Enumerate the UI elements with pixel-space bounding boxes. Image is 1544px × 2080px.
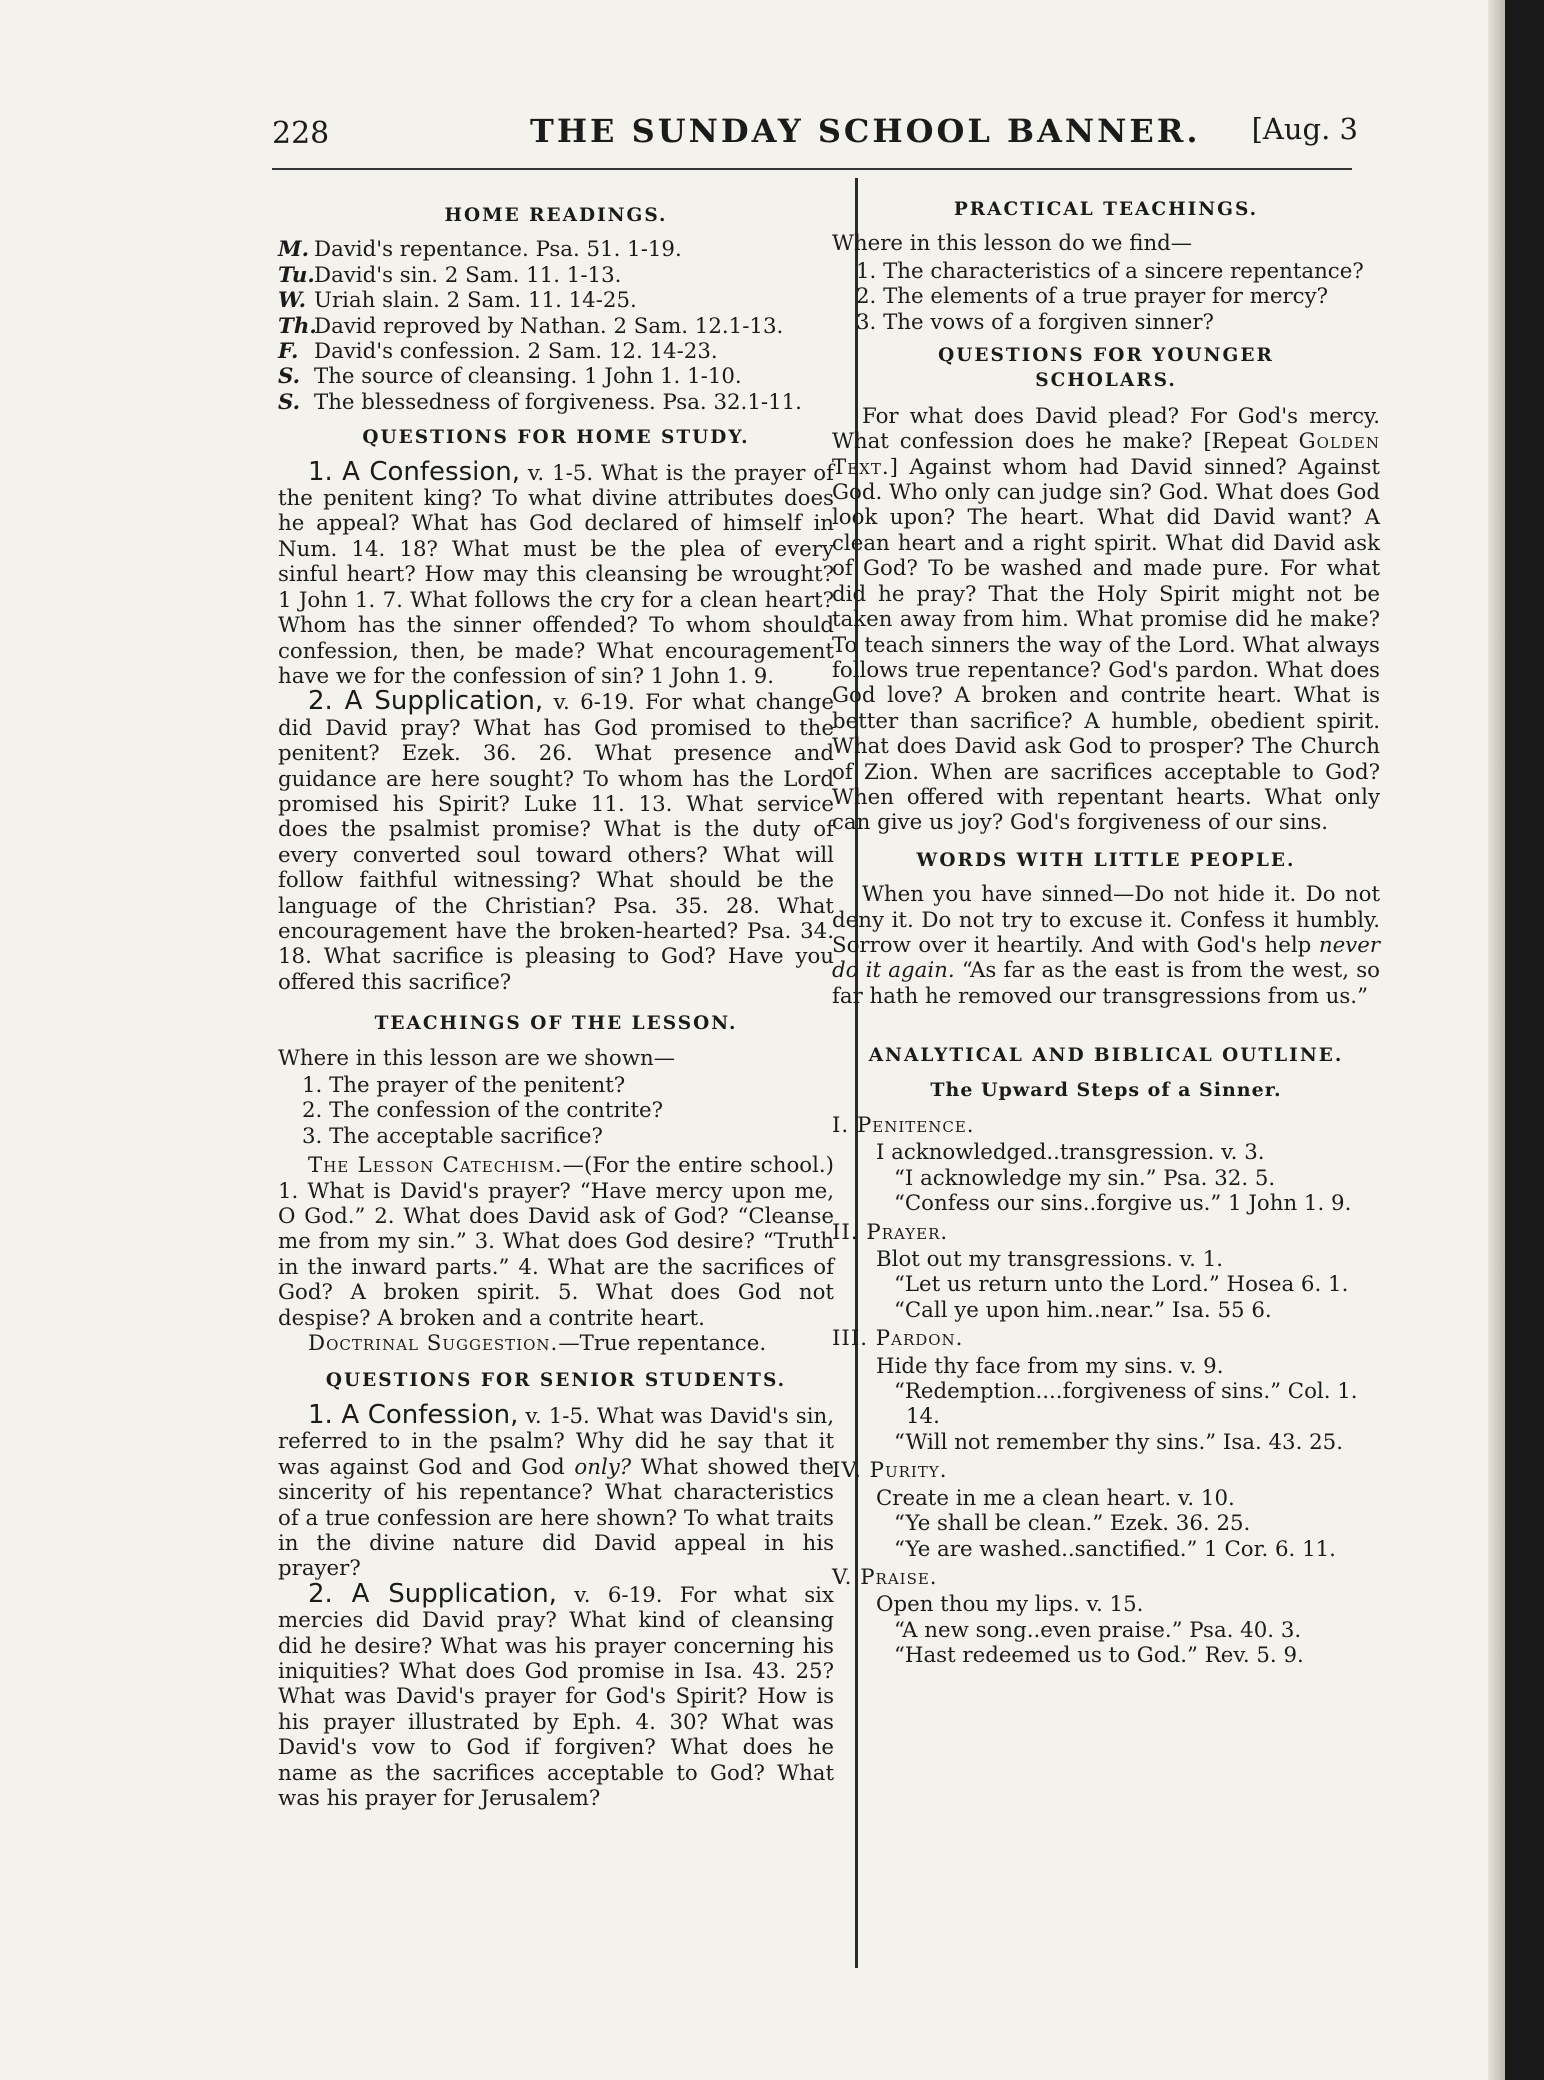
senior-paragraph: 1. A Confession, v. 1-5. What was David's sin, referred to in the psalm? Why did he say that it was against God and God only? What showed the sincerity of his repentance? What characteristics of a true confession are here shown? To what traits in the divine nature did David appeal in his prayer? [278,1399,835,1582]
reading-item: S. The blessedness of forgiveness. Psa. 32.1-11. [278,389,802,415]
practical-intro: Where in this lesson do we find— [832,231,1193,257]
home-study-paragraph: 2. A Supplication, v. 6-19. For what change did David pray? What has God promised to the penitent? Ezek. 36. 26. What presence and guidance are here sought? To whom has the Lord promised his Spirit? Luke 11. 13. What service does the psalmist promise? What is the duty of every converted soul toward others? What will follow faithful witnessing? What should be the language of the Christian? Psa. 35. 28. What encouragement have the broken-hearted? Psa. 34. 18. What sacrifice is pleasing to God? Have you offered this sacrifice? [278,686,834,995]
senior-heading: QUESTIONS FOR SENIOR STUDENTS. [325,1370,787,1392]
teachings-intro: Where in this lesson are we shown— [278,1045,675,1071]
outline-ref: “Confess our sins..forgive us.” 1 John 1. 9. [894,1191,1352,1217]
little-people-heading: WORDS WITH LITTLE PEOPLE. [916,849,1296,871]
list-item: 2. The elements of a true prayer for mercy? [856,284,1329,310]
reading-item: Tu. David's sin. 2 Sam. 11. 1-13. [278,262,622,288]
page-header [272,112,1372,162]
home-readings-list [278,237,834,415]
outline-ref: “Ye shall be clean.” Ezek. 36. 25. [894,1511,1251,1537]
page-edge [1488,0,1505,2080]
reading-item: S. The source of cleansing. 1 John 1. 1-10. [278,364,742,390]
home-study-heading: QUESTIONS FOR HOME STUDY. [362,427,750,449]
outline-section [832,1565,1380,1669]
outline-ref: “Call ye upon him..near.” Isa. 55 6. [894,1297,1272,1323]
outline-ref: “A new song..even praise.” Psa. 40. 3. [894,1617,1302,1643]
list-item: 2. The confession of the contrite? [302,1098,664,1124]
header-rule [272,168,1352,170]
outline-ref: “Ye are washed..sanctified.” 1 Cor. 6. 11. [894,1536,1336,1562]
doctrinal-suggestion: Doctrinal Suggestion.—True repentance. [308,1331,767,1357]
outline-ref: “Hast redeemed us to God.” Rev. 5. 9. [894,1643,1304,1669]
outline-section [832,1326,1380,1455]
list-item: 3. The vows of a forgiven sinner? [856,309,1214,335]
list-item: 3. The acceptable sacrifice? [302,1123,603,1149]
outline-ref: “Let us return unto the Lord.” Hosea 6. 1. [894,1272,1349,1298]
reading-item: F. David's confession. 2 Sam. 12. 14-23. [278,339,718,365]
outline-heading: ANALYTICAL AND BIBLICAL OUTLINE. [868,1045,1344,1067]
reading-item: M. David's repentance. Psa. 51. 1-19. [278,237,682,263]
outline-lead: Hide thy face from my sins. v. 9. [876,1353,1224,1379]
outline-section [832,1113,1380,1217]
teachings-heading: TEACHINGS OF THE LESSON. [374,1013,738,1035]
outline-title: IV. Purity. [832,1458,948,1484]
outline-subheading: The Upward Steps of a Sinner. [930,1078,1282,1101]
journal-title: THE SUNDAY SCHOOL BANNER. [530,112,1201,150]
right-column [832,190,1380,1669]
home-readings-heading: HOME READINGS. [444,205,668,226]
outline-title: III. Pardon. [832,1326,964,1352]
outline-list [832,1113,1380,1669]
reading-item: Th. David reproved by Nathan. 2 Sam. 12.1-13. [278,313,784,339]
outline-lead: Open thou my lips. v. 15. [876,1592,1144,1618]
outline-ref: “Will not remember thy sins.” Isa. 43. 25. [894,1429,1344,1455]
list-item: 1. The characteristics of a sincere repentance? [856,258,1364,284]
practical-heading: PRACTICAL TEACHINGS. [953,199,1259,220]
outline-lead: Create in me a clean heart. v. 10. [876,1485,1235,1511]
practical-list [832,259,1380,335]
outline-ref: “I acknowledge my sin.” Psa. 32. 5. [894,1165,1276,1191]
outline-lead: I acknowledged..transgression. v. 3. [876,1140,1265,1166]
lesson-catechism: The Lesson Catechism.—(For the entire school.) 1. What is David's prayer? “Have mercy upon me, O God.” 2. What does David ask of God? “Cleanse me from my sin.” 3. What does God desire? “Truth in the inward parts.” 4. What are the sacrifices of God? A broken spirit. 5. What does God not despise? A broken and a contrite heart. [278,1153,834,1331]
outline-title: V. Praise. [832,1564,938,1590]
outline-section [832,1220,1380,1324]
teachings-list [278,1073,834,1149]
home-study-paragraph: 1. A Confession, v. 1-5. What is the prayer of the penitent king? To what divine attributes does he appeal? What has God declared of himself in Num. 14. 18? What must be the plea of every sinful heart? How may this cleansing be wrought? 1 John 1. 7. What follows the cry for a clean heart? Whom has the sinner offended? To whom should confession, then, be made? What encouragement have we for the confession of sin? 1 John 1. 9. [278,456,834,689]
left-column [278,196,834,1811]
younger-heading: QUESTIONS FOR YOUNGER SCHOLARS. [938,345,1274,392]
outline-lead: Blot out my transgressions. v. 1. [876,1247,1224,1273]
senior-paragraph: 2. A Supplication, v. 6-19. For what six mercies did David pray? What kind of cleansing did he desire? What was his prayer concerning his iniquities? What does God promise in Isa. 43. 25? What was David's prayer for God's Spirit? How is his prayer illustrated by Eph. 4. 30? What was David's vow to God if forgiven? What does he name as the sacrifices acceptable to God? What was his prayer for Jerusalem? [278,1578,834,1811]
outline-section [832,1458,1380,1562]
book-spine [1505,0,1544,2080]
outline-ref: “Redemption....forgiveness of sins.” Col. 1. 14. [894,1379,1358,1430]
issue-date: [Aug. 3 [1251,112,1358,146]
page-number: 228 [272,116,330,151]
list-item: 1. The prayer of the penitent? [302,1073,626,1098]
outline-title: II. Prayer. [832,1219,949,1245]
little-people-paragraph: When you have sinned—Do not hide it. Do not deny it. Do not try to excuse it. Confess it humbly. Sorrow over it heartily. And with God's help never do it again. “As far as the east is from the west, so far hath he removed our transgressions from us.” [832,882,1380,1009]
reading-item: W. Uriah slain. 2 Sam. 11. 14-25. [278,288,637,314]
outline-title: I. Penitence. [832,1113,975,1138]
younger-paragraph: For what does David plead? For God's mercy. What confession does he make? [Repeat Golden Text.] Against whom had David sinned? Against God. Who only can judge sin? God. What does God look upon? The heart. What did David want? A clean heart and a right spirit. What did David ask of God? To be washed and made pure. For what did he pray? That the Holy Spirit might not be taken away from him. What promise did he make? To teach sinners the way of the Lord. What always follows true repentance? God's pardon. What does God love? A broken and contrite heart. What is better than sacrifice? A humble, obedient spirit. What does David ask God to prosper? The Church of Zion. When are sacrifices acceptable to God? When offered with repentant hearts. What only can give us joy? God's forgiveness of our sins. [832,403,1380,836]
